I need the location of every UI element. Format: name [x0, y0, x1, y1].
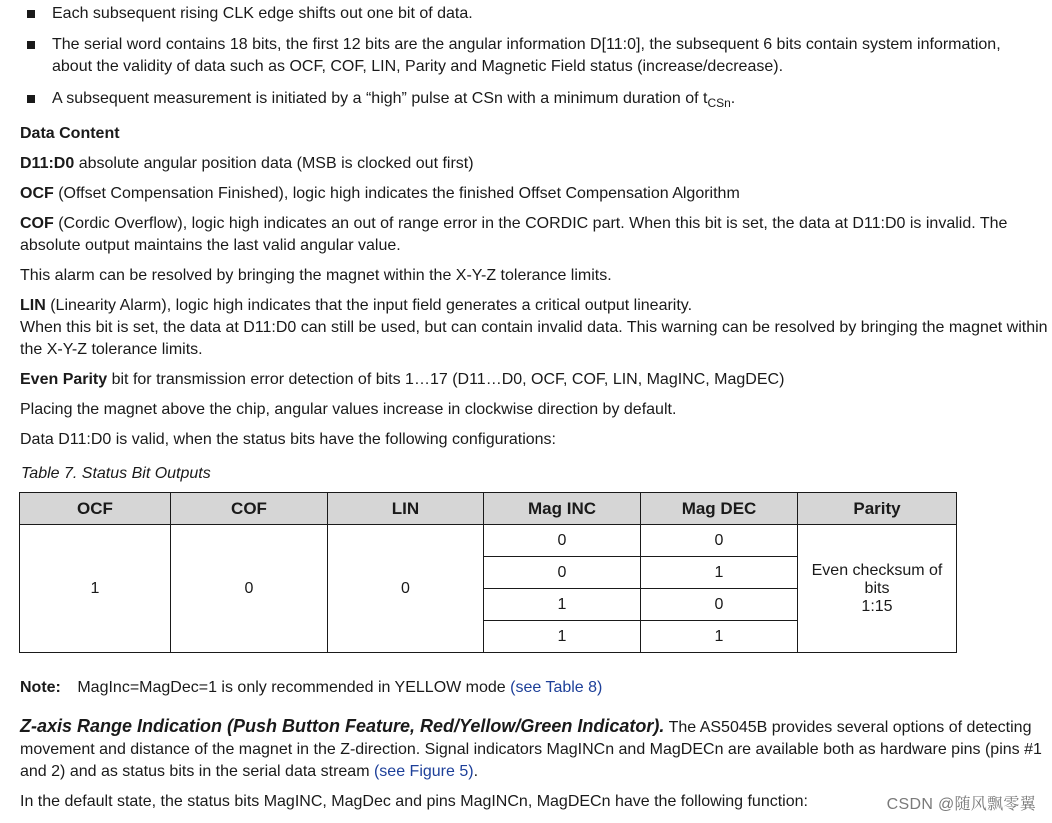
definition: absolute angular position data (MSB is clocked out first): [74, 155, 474, 172]
punct: .: [473, 763, 479, 780]
definition: (Offset Compensation Finished), logic high indicates the finished Offset Compensation Algorithm: [53, 185, 740, 202]
table-cell-maginc: 0: [484, 525, 641, 557]
term: COF: [20, 215, 54, 232]
table-row: [20, 525, 957, 557]
table-cell-maginc: 1: [484, 621, 641, 653]
paragraph-d11: [20, 153, 474, 175]
column-header: OCF: [20, 493, 171, 525]
paragraph-lin: [20, 295, 692, 317]
table-cell-magdec: 0: [641, 525, 798, 557]
table-cell-maginc: 1: [484, 589, 641, 621]
column-header: LIN: [328, 493, 484, 525]
bullet-marker: [27, 41, 35, 49]
zaxis-text: The AS5045B provides several options of detecting: [664, 719, 1032, 736]
zaxis-paragraph-line3: [20, 761, 478, 783]
subscript: CSn: [707, 96, 731, 110]
section-heading: Data Content: [20, 125, 120, 142]
table-header-row: [20, 493, 957, 525]
term: Even Parity: [20, 371, 108, 388]
bullet-marker: [27, 10, 35, 18]
zaxis-paragraph-line1: [20, 715, 1031, 739]
paragraph-cof-line2: absolute output maintains the last valid angular value.: [20, 237, 401, 254]
note-link-table8[interactable]: (see Table 8): [510, 679, 603, 696]
note-text: MagInc=MagDec=1 is only recommended in YELLOW mode: [77, 679, 511, 696]
parity-line1: Even checksum of bits: [811, 561, 943, 597]
column-header: Mag DEC: [641, 493, 798, 525]
bullet-text-main: A subsequent measurement is initiated by a “high” pulse at CSn with a minimum duration of t: [52, 90, 708, 107]
paragraph-parity: [20, 369, 784, 391]
paragraph-lin-line3: the X-Y-Z tolerance limits.: [20, 341, 203, 358]
paragraph-lin-line2: When this bit is set, the data at D11:D0 can still be used, but can contain invalid data. This warning can be resolved by bringing the magnet within: [20, 319, 1048, 336]
definition: bit for transmission error detection of bits 1…17 (D11…D0, OCF, COF, LIN, MagINC, MagDEC): [107, 371, 785, 388]
figure5-link[interactable]: (see Figure 5): [373, 763, 474, 780]
term: LIN: [20, 297, 46, 314]
bullet-marker: [27, 95, 35, 103]
zaxis-paragraph-line4: In the default state, the status bits MagINC, MagDec and pins MagINCn, MagDECn have the following function:: [20, 793, 808, 810]
table-caption: Table 7. Status Bit Outputs: [21, 465, 211, 482]
table-cell-maginc: 0: [484, 557, 641, 589]
column-header: Parity: [798, 493, 957, 525]
bullet-text-end: .: [730, 90, 736, 107]
definition: (Cordic Overflow), logic high indicates an out of range error in the CORDIC part. When this bit is set, the data at D11:D0 is invalid. The: [53, 215, 1008, 232]
paragraph-ocf: [20, 183, 740, 205]
table-cell-magdec: 0: [641, 589, 798, 621]
bullet-text: Each subsequent rising CLK edge shifts out one bit of data.: [52, 5, 473, 22]
definition: (Linearity Alarm), logic high indicates that the input field generates a critical output linearity.: [45, 297, 693, 314]
table-cell-magdec: 1: [641, 621, 798, 653]
bullet-text: [52, 88, 735, 110]
paragraph-alarm: This alarm can be resolved by bringing the magnet within the X-Y-Z tolerance limits.: [20, 267, 612, 284]
column-header: Mag INC: [484, 493, 641, 525]
table-cell-cof: 0: [171, 525, 328, 653]
csdn-watermark: CSDN @随风飘零翼: [886, 796, 1036, 813]
paragraph-cof: [20, 213, 1007, 235]
term: OCF: [20, 185, 54, 202]
column-header: COF: [171, 493, 328, 525]
bullet-text: about the validity of data such as OCF, COF, LIN, Parity and Magnetic Field status (increase/decrease).: [52, 58, 784, 75]
table-cell-magdec: 1: [641, 557, 798, 589]
bullet-text: The serial word contains 18 bits, the first 12 bits are the angular information D[11:0], the subsequent 6 bits contain system information,: [52, 36, 1001, 53]
zaxis-heading: Z-axis Range Indication (Push Button Feature, Red/Yellow/Green Indicator).: [20, 716, 665, 736]
paragraph-valid: Data D11:D0 is valid, when the status bits have the following configurations:: [20, 431, 556, 448]
table-cell-ocf: 1: [20, 525, 171, 653]
status-bit-table: [19, 492, 957, 653]
parity-line2: 1:15: [861, 597, 893, 615]
note-label: Note:: [20, 679, 61, 696]
term: D11:D0: [20, 155, 75, 172]
paragraph-placing: Placing the magnet above the chip, angular values increase in clockwise direction by default.: [20, 401, 677, 418]
zaxis-paragraph-line2: movement and distance of the magnet in the Z-direction. Signal indicators MagINCn and MagDECn are available both as hardware pins (pins #1: [20, 741, 1042, 758]
table-cell-parity: [798, 525, 957, 653]
table-cell-lin: 0: [328, 525, 484, 653]
note: [20, 677, 602, 699]
zaxis-text: and 2) and as status bits in the serial data stream: [20, 763, 374, 780]
